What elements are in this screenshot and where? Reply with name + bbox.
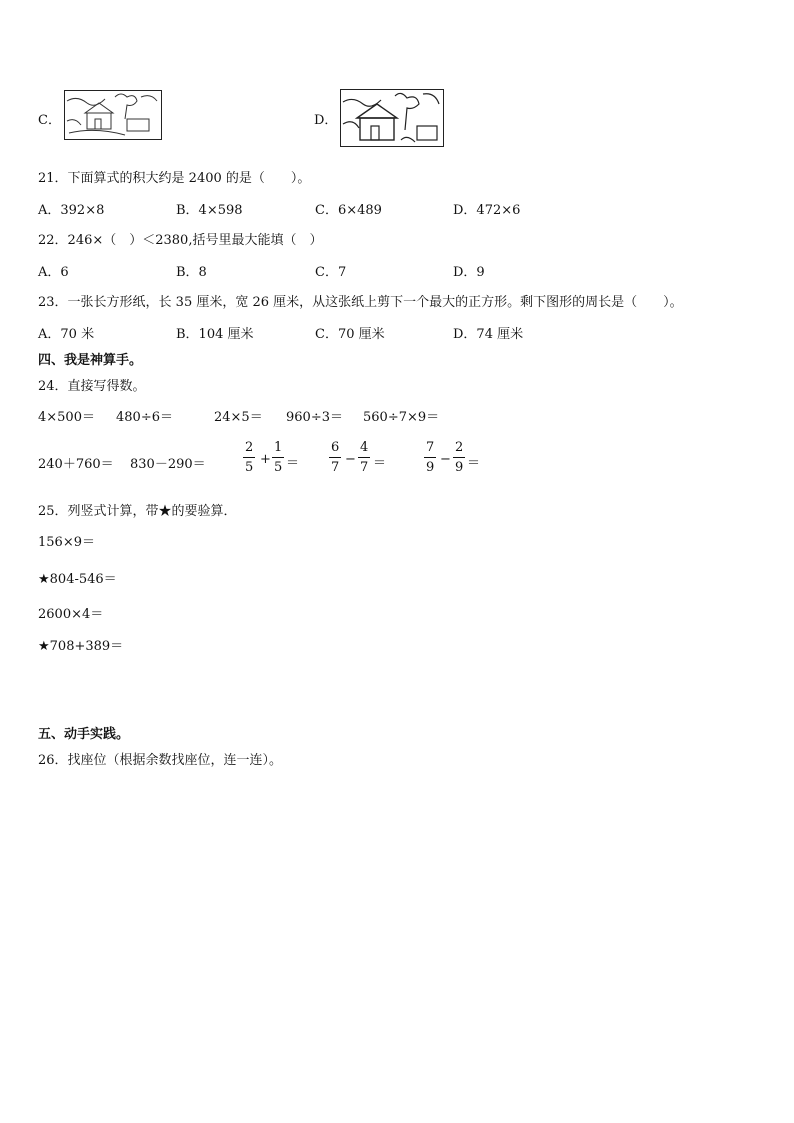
- calc-item: 830－290＝: [130, 457, 206, 472]
- fraction: 6 7: [331, 440, 340, 475]
- section-4-title: 四、我是神算手。: [38, 353, 143, 368]
- option-d-label: D．: [314, 113, 338, 128]
- calc-item: 960÷3＝: [286, 410, 343, 425]
- question-21-option-d[interactable]: D．472×6: [453, 203, 521, 218]
- question-23-stem: 23．一张长方形纸，长 35 厘米，宽 26 厘米，从这张纸上剪下一个最大的正方形。剩下图形的周长是（ ）。: [38, 295, 683, 310]
- calc-item: 4×500＝: [38, 410, 95, 425]
- fraction-operator: −: [440, 452, 451, 467]
- fraction-equals: ＝: [286, 456, 300, 471]
- question-22-option-a[interactable]: A．6: [38, 265, 69, 280]
- section-5-title: 五、动手实践。: [38, 727, 130, 742]
- question-23-option-c[interactable]: C．70 厘米: [315, 327, 385, 342]
- vertical-calc-item: 156×9＝: [38, 535, 95, 550]
- question-21-option-b[interactable]: B．4×598: [176, 203, 243, 218]
- question-26-stem: 26．找座位（根据余数找座位，连一连）。: [38, 753, 283, 768]
- vertical-calc-item: 2600×4＝: [38, 607, 104, 622]
- question-23-option-a[interactable]: A．70 米: [38, 327, 95, 342]
- question-22-stem: 22．246×（ ）＜2380,括号里最大能填（ ）: [38, 233, 323, 248]
- house-drawing-icon: [65, 91, 161, 139]
- question-21-stem: 21．下面算式的积大约是 2400 的是（ ）。: [38, 171, 311, 186]
- question-25-stem: 25．列竖式计算，带★的要验算．: [38, 504, 237, 519]
- fraction-equals: ＝: [373, 456, 387, 471]
- question-22-option-d[interactable]: D．9: [453, 265, 485, 280]
- fraction: 2 5: [245, 440, 254, 475]
- house-picture-c: [64, 90, 162, 140]
- vertical-calc-item: ★804-546＝: [38, 572, 117, 587]
- question-21-option-a[interactable]: A．392×8: [38, 203, 105, 218]
- question-21-option-c[interactable]: C．6×489: [315, 203, 382, 218]
- question-23-option-b[interactable]: B．104 厘米: [176, 327, 254, 342]
- house-picture-d: [340, 89, 444, 147]
- calc-item: 24×5＝: [214, 410, 263, 425]
- fraction: 7 9: [426, 440, 435, 475]
- calc-item: 240＋760＝: [38, 457, 114, 472]
- calc-item: 560÷7×9＝: [363, 410, 440, 425]
- question-22-option-c[interactable]: C．7: [315, 265, 347, 280]
- house-drawing-icon: [341, 90, 443, 146]
- question-24-stem: 24．直接写得数。: [38, 379, 146, 394]
- option-c-label: C．: [38, 113, 61, 128]
- fraction: 4 7: [360, 440, 369, 475]
- calc-item: 480÷6＝: [116, 410, 173, 425]
- fraction: 1 5: [274, 440, 283, 475]
- fraction: 2 9: [455, 440, 464, 475]
- fraction-equals: ＝: [467, 456, 481, 471]
- question-23-option-d[interactable]: D．74 厘米: [453, 327, 524, 342]
- vertical-calc-item: ★708+389＝: [38, 639, 124, 654]
- fraction-operator: −: [345, 452, 356, 467]
- fraction-operator: +: [260, 452, 271, 467]
- question-22-option-b[interactable]: B．8: [176, 265, 207, 280]
